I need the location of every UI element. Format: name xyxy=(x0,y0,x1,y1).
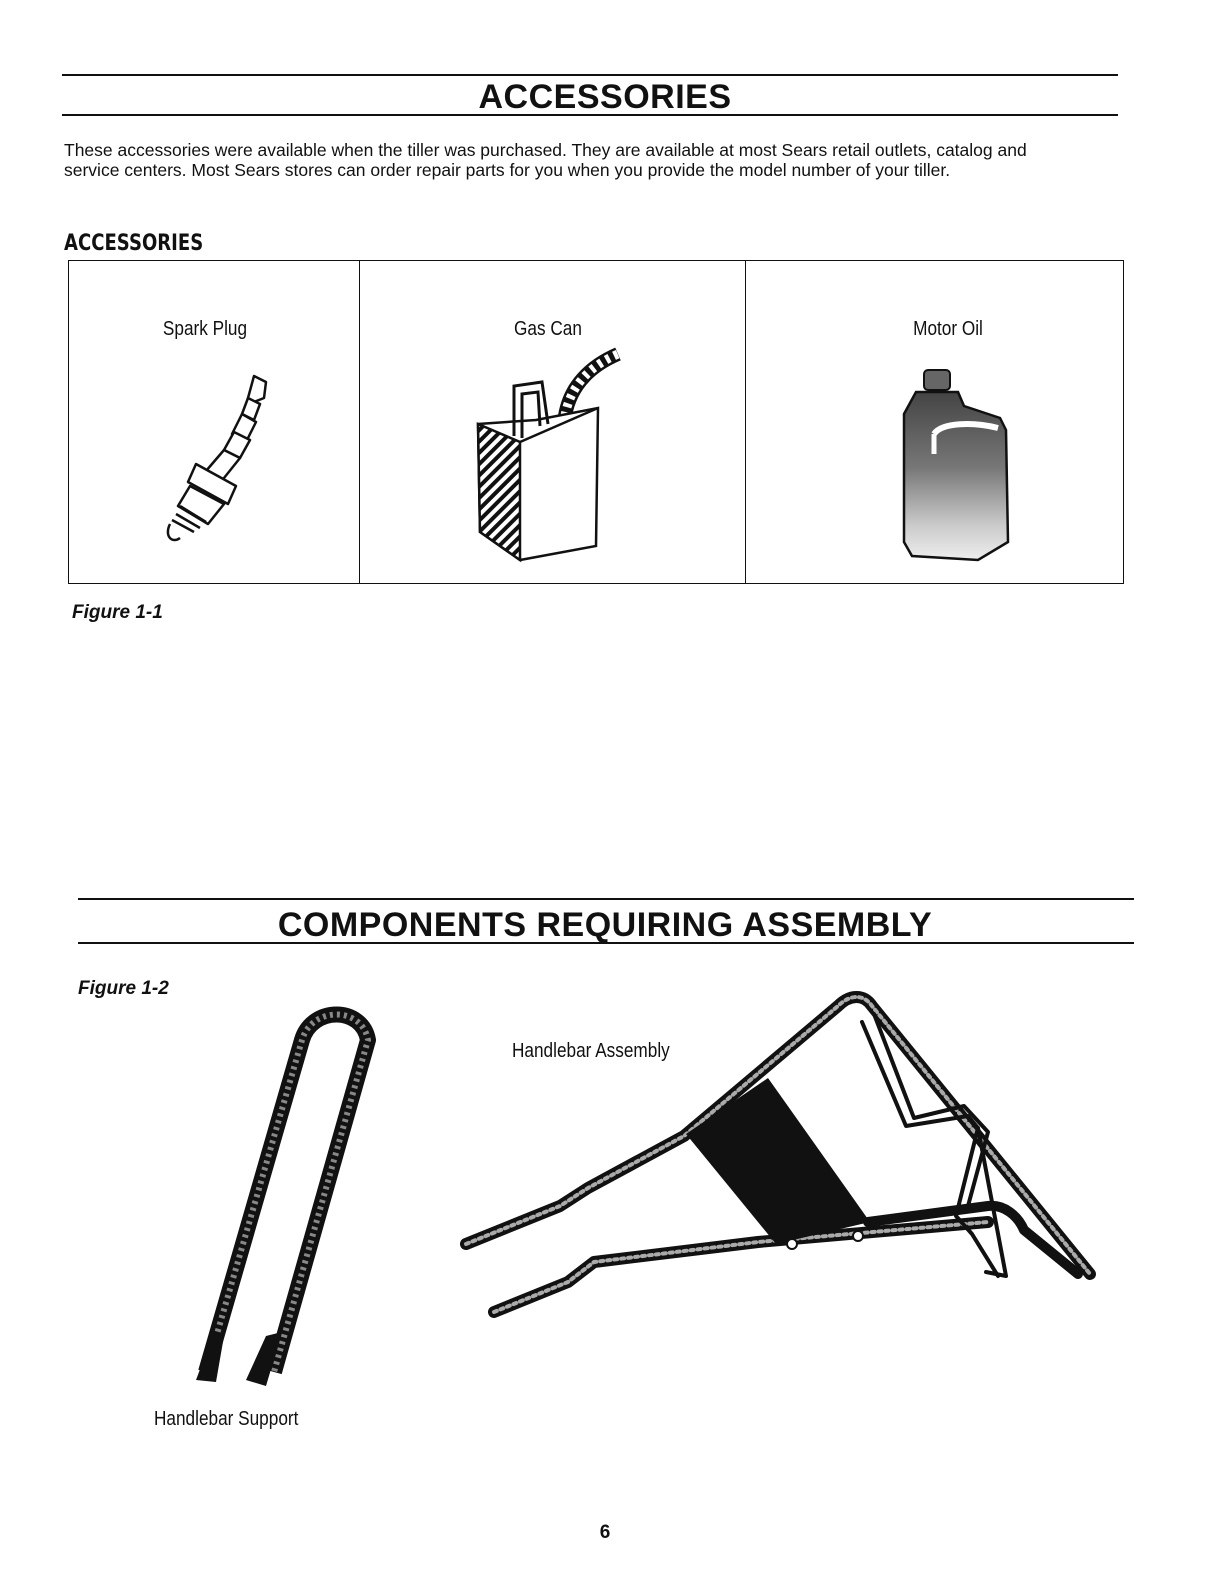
figure-1-2-caption: Figure 1-2 xyxy=(78,978,169,999)
top-rule-upper xyxy=(62,74,1118,76)
accessories-intro: These accessories were available when the tiller was purchased. They are available at most Sears retail outlets, catalog and service centers. Most Sears stores can order repair parts for you when you provide the model number of your tiller. xyxy=(64,140,1027,180)
gas-can-label: Gas Can xyxy=(514,318,582,340)
motor-oil-label: Motor Oil xyxy=(913,318,983,340)
motor-oil-icon xyxy=(894,366,1014,566)
table-divider-1 xyxy=(359,261,360,583)
handlebar-assembly-label: Handlebar Assembly xyxy=(512,1040,670,1062)
accessories-title: ACCESSORIES xyxy=(478,78,732,116)
handlebar-support-label: Handlebar Support xyxy=(154,1408,299,1430)
handlebar-support-icon xyxy=(186,1000,396,1390)
components-rule-lower xyxy=(78,942,1134,944)
spark-plug-label: Spark Plug xyxy=(162,318,248,340)
table-divider-2 xyxy=(745,261,746,583)
accessories-subheading: ACCESSORIES xyxy=(64,231,204,256)
figure-1-1-caption: Figure 1-1 xyxy=(72,602,163,623)
top-rule-lower xyxy=(62,114,1118,116)
components-rule-upper xyxy=(78,898,1134,900)
components-title: COMPONENTS REQUIRING ASSEMBLY xyxy=(277,906,933,944)
handlebar-assembly-icon xyxy=(458,986,1108,1326)
page-number: 6 xyxy=(599,1522,611,1543)
gas-can-icon xyxy=(470,346,630,566)
spark-plug-icon xyxy=(150,368,280,548)
